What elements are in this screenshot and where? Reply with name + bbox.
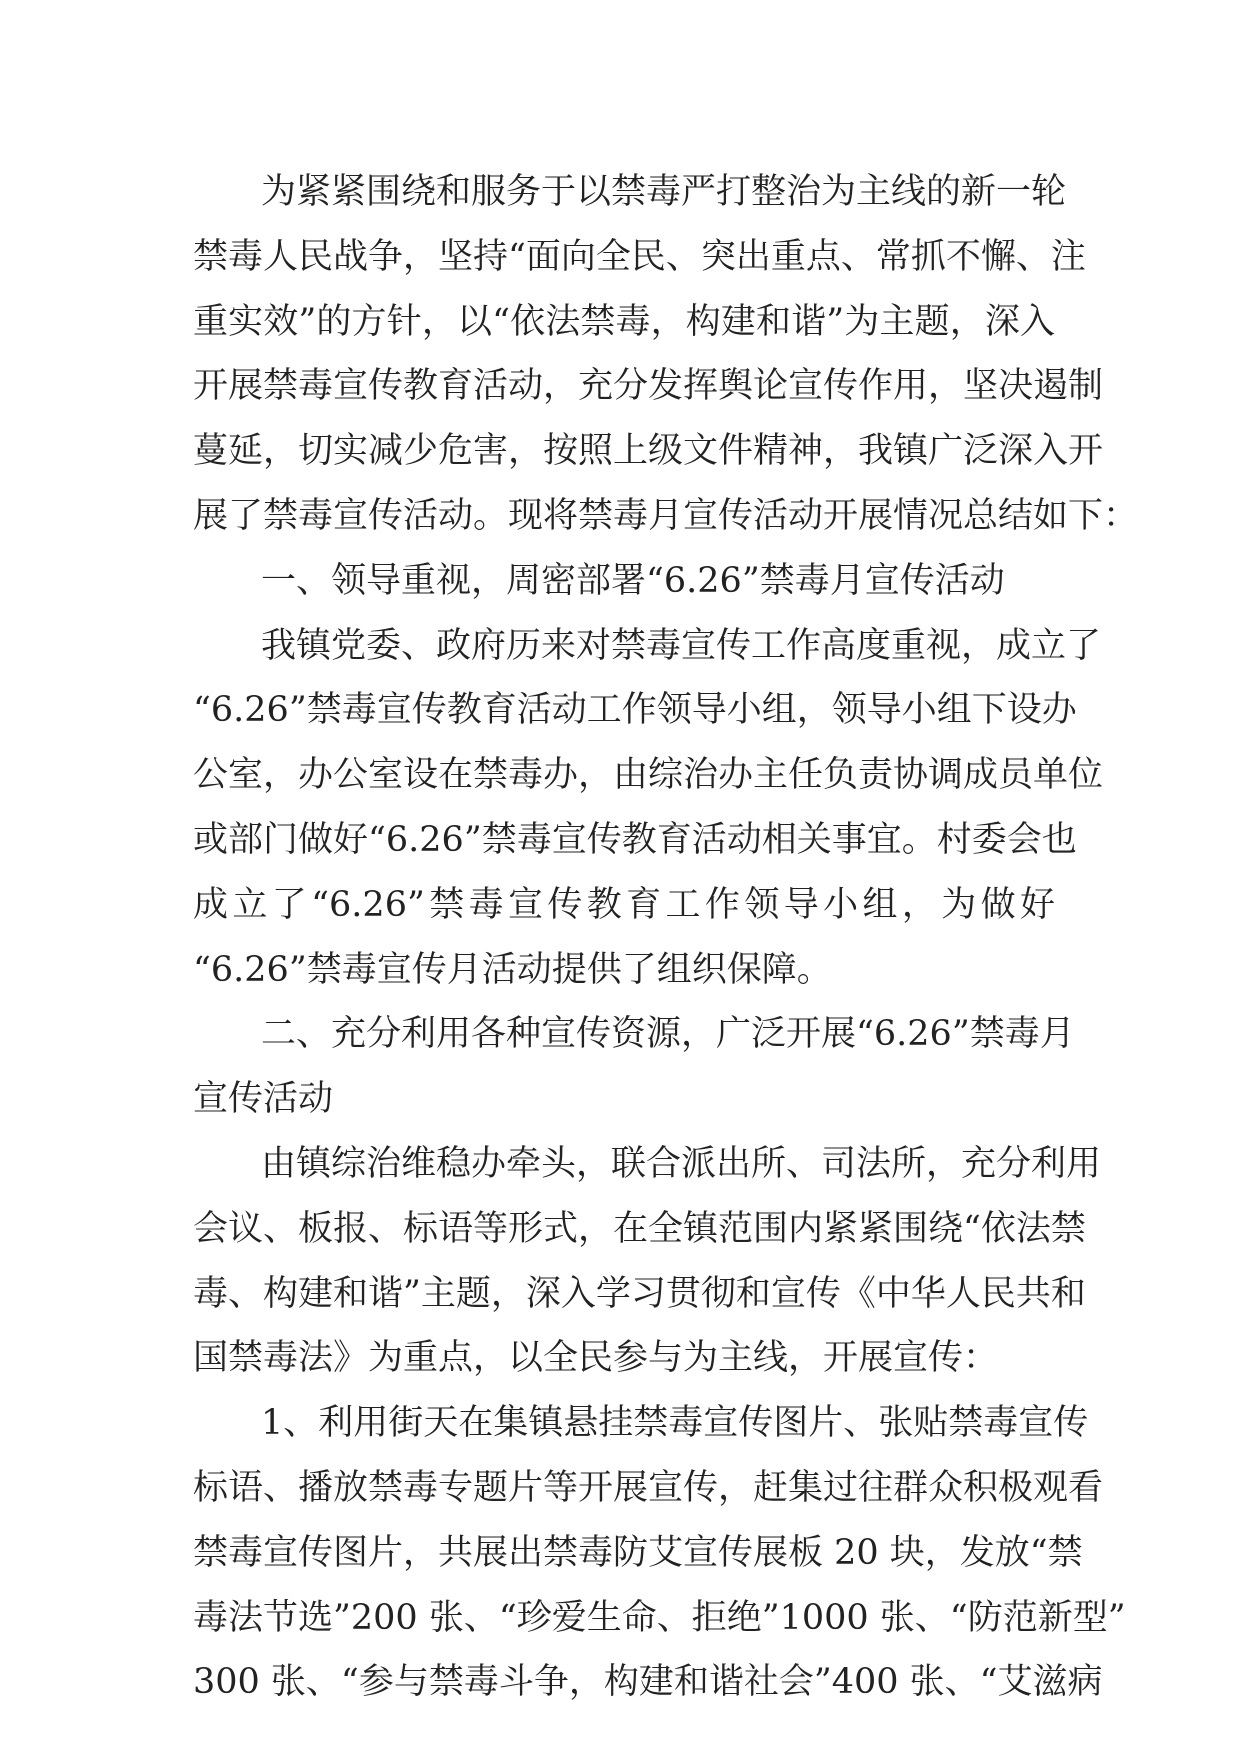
- text-line: 我镇党委、政府历来对禁毒宣传工作高度重视，成立了: [261, 625, 1102, 666]
- text-line: 标语、播放禁毒专题片等开展宣传，赶集过往群众积极观看: [193, 1467, 1104, 1508]
- text-line: 毒、构建和谐”主题，深入学习贯彻和宣传《中华人民共和: [193, 1273, 1086, 1314]
- text-line: 禁毒人民战争，坚持“面向全民、突出重点、常抓不懈、注: [193, 236, 1086, 277]
- text-line: 展了禁毒宣传活动。现将禁毒月宣传活动开展情况总结如下：: [193, 495, 1139, 536]
- text-line: 成立了“6.26”禁毒宣传教育工作领导小组，为做好: [193, 884, 1055, 925]
- text-line: 蔓延，切实减少危害，按照上级文件精神，我镇广泛深入开: [193, 431, 1104, 472]
- text-line: “6.26”禁毒宣传教育活动工作领导小组，领导小组下设办: [193, 690, 1077, 731]
- text-line: 1、利用街天在集镇悬挂禁毒宣传图片、张贴禁毒宣传: [261, 1403, 1089, 1444]
- text-line: 国禁毒法》为重点，以全民参与为主线，开展宣传：: [193, 1338, 999, 1379]
- text-line: 300 张、“参与禁毒斗争，构建和谐社会”400 张、“艾滋病: [193, 1662, 1103, 1703]
- text-line: 宣传活动: [193, 1079, 334, 1120]
- text-line: 毒法节选”200 张、“珍爱生命、拒绝”1000 张、“防范新型”: [193, 1597, 1126, 1638]
- text-line: 由镇综治维稳办牵头，联合派出所、司法所，充分利用: [261, 1143, 1102, 1184]
- text-line: 或部门做好“6.26”禁毒宣传教育活动相关事宜。村委会也: [193, 819, 1077, 860]
- text-line: 开展禁毒宣传教育活动，充分发挥舆论宣传作用，坚决遏制: [193, 366, 1104, 407]
- text-line: “6.26”禁毒宣传月活动提供了组织保障。: [193, 949, 832, 990]
- text-line: 会议、板报、标语等形式，在全镇范围内紧紧围绕“依法禁: [193, 1208, 1086, 1249]
- text-line: 一、领导重视，周密部署“6.26”禁毒月宣传活动: [261, 560, 1005, 601]
- text-line: 重实效”的方针，以“依法禁毒，构建和谐”为主题，深入: [193, 301, 1055, 342]
- text-line: 禁毒宣传图片，共展出禁毒防艾宣传展板 20 块，发放“禁: [193, 1532, 1083, 1573]
- text-line: 公室，办公室设在禁毒办，由综治办主任负责协调成员单位: [193, 755, 1104, 796]
- text-line: 为紧紧围绕和服务于以禁毒严打整治为主线的新一轮: [261, 172, 1067, 212]
- text-line: 二、充分利用各种宣传资源，广泛开展“6.26”禁毒月: [261, 1014, 1075, 1055]
- document-body: [193, 160, 1139, 1715]
